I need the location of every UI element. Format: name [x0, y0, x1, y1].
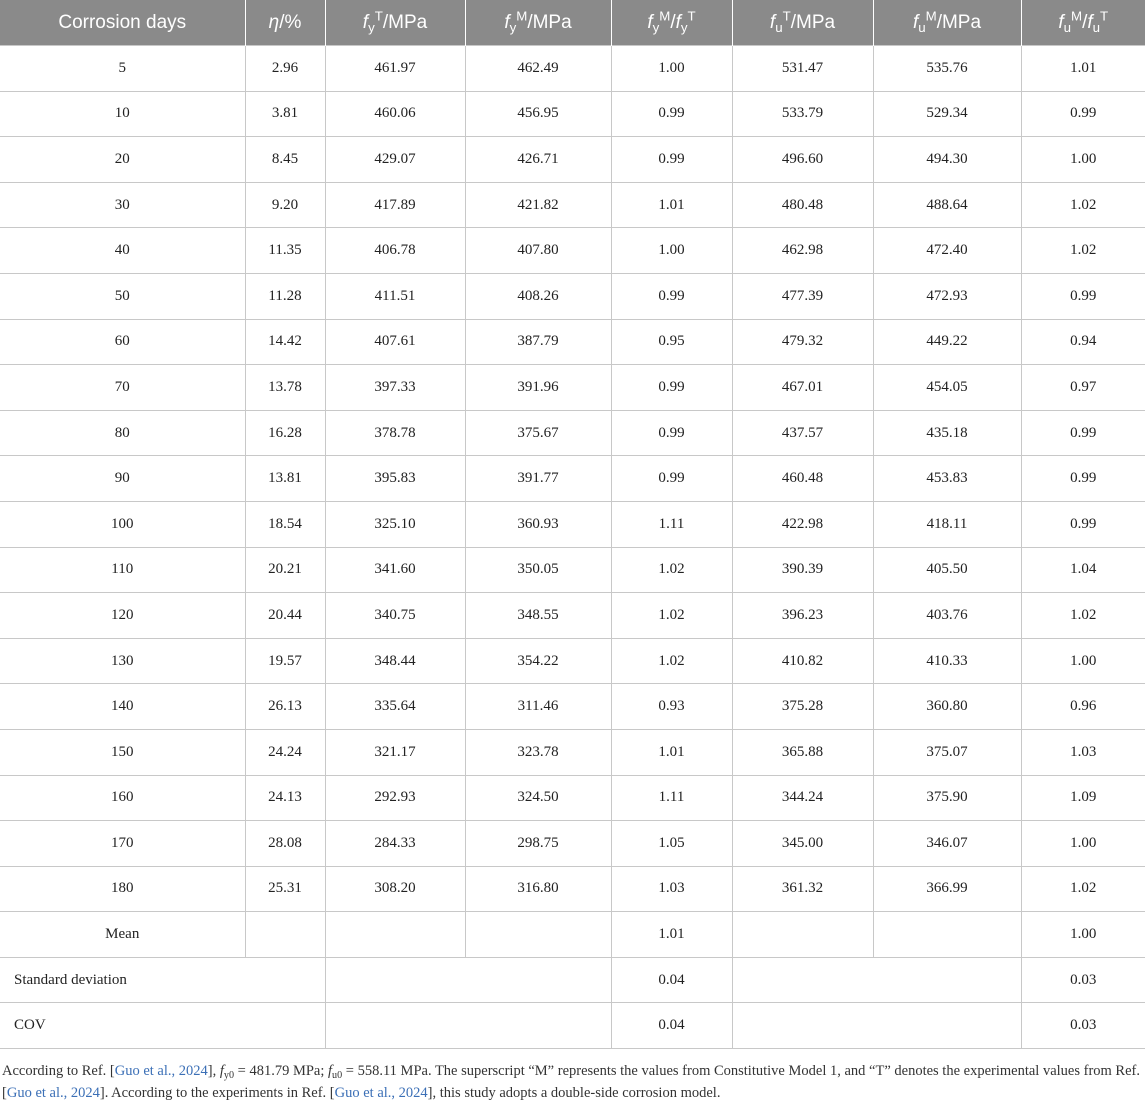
cell-fy-model: 323.78 — [465, 729, 611, 775]
cell-eta: 9.20 — [245, 182, 325, 228]
cell-fy-ratio: 0.93 — [611, 684, 732, 730]
cell-fu-model: 360.80 — [873, 684, 1021, 730]
header-fu-test: $f_u^T$/MPa — [732, 0, 873, 46]
cell-fu-model: 453.83 — [873, 456, 1021, 502]
cell-fu-test: 396.23 — [732, 593, 873, 639]
cell-fu-model: 488.64 — [873, 182, 1021, 228]
header-eta: η/% — [245, 0, 325, 46]
cell-fu-ratio: 0.99 — [1021, 410, 1145, 456]
cell-fy-model: 421.82 — [465, 182, 611, 228]
cell-corrosion-days: 110 — [0, 547, 245, 593]
cell-fy-ratio: 0.99 — [611, 410, 732, 456]
cell-eta: 2.96 — [245, 46, 325, 92]
table-row — [0, 866, 1145, 912]
cell-eta: 25.31 — [245, 866, 325, 912]
cov-fy-ratio: 0.04 — [611, 1003, 732, 1049]
cell-fu-ratio: 0.99 — [1021, 501, 1145, 547]
cell-corrosion-days: 40 — [0, 228, 245, 274]
empty-cell — [873, 912, 1021, 958]
header-fu-ratio: $f_u^M/f_u^T$ — [1021, 0, 1145, 46]
cell-fu-ratio: 1.09 — [1021, 775, 1145, 821]
cell-fu-test: 480.48 — [732, 182, 873, 228]
table-row — [0, 593, 1145, 639]
cell-fu-ratio: 1.02 — [1021, 228, 1145, 274]
cell-fy-model: 316.80 — [465, 866, 611, 912]
cell-fu-ratio: 1.02 — [1021, 593, 1145, 639]
table-row — [0, 410, 1145, 456]
empty-cell — [465, 912, 611, 958]
cell-fy-test: 292.93 — [325, 775, 465, 821]
cell-eta: 8.45 — [245, 137, 325, 183]
cell-fy-ratio: 1.05 — [611, 821, 732, 867]
cell-fu-test: 479.32 — [732, 319, 873, 365]
empty-cell — [732, 1003, 1021, 1049]
cell-fu-ratio: 0.99 — [1021, 456, 1145, 502]
table-row — [0, 91, 1145, 137]
cell-corrosion-days: 100 — [0, 501, 245, 547]
cell-fy-model: 456.95 — [465, 91, 611, 137]
cell-fy-ratio: 1.01 — [611, 182, 732, 228]
cell-fu-test: 533.79 — [732, 91, 873, 137]
table-row — [0, 365, 1145, 411]
cov-fu-ratio: 0.03 — [1021, 1003, 1145, 1049]
cell-fu-ratio: 1.00 — [1021, 821, 1145, 867]
cell-fy-ratio: 1.02 — [611, 638, 732, 684]
cell-corrosion-days: 160 — [0, 775, 245, 821]
cell-fu-test: 390.39 — [732, 547, 873, 593]
cell-fu-model: 435.18 — [873, 410, 1021, 456]
cell-eta: 24.24 — [245, 729, 325, 775]
cell-fy-model: 407.80 — [465, 228, 611, 274]
cell-fu-ratio: 1.01 — [1021, 46, 1145, 92]
cell-fy-test: 378.78 — [325, 410, 465, 456]
cell-eta: 28.08 — [245, 821, 325, 867]
cell-eta: 20.21 — [245, 547, 325, 593]
cell-fy-test: 284.33 — [325, 821, 465, 867]
cell-fy-ratio: 1.00 — [611, 46, 732, 92]
cell-eta: 11.35 — [245, 228, 325, 274]
table-row — [0, 273, 1145, 319]
reference-link[interactable]: Guo et al., 2024 — [6, 1085, 100, 1101]
summary-row-std — [0, 957, 1145, 1003]
cell-fy-test: 335.64 — [325, 684, 465, 730]
cell-fy-test: 308.20 — [325, 866, 465, 912]
table-row — [0, 821, 1145, 867]
table-row — [0, 319, 1145, 365]
cell-corrosion-days: 10 — [0, 91, 245, 137]
cell-corrosion-days: 30 — [0, 182, 245, 228]
cell-fu-ratio: 0.99 — [1021, 91, 1145, 137]
cell-fu-model: 472.93 — [873, 273, 1021, 319]
mean-fu-ratio: 1.00 — [1021, 912, 1145, 958]
cell-fu-model: 366.99 — [873, 866, 1021, 912]
cell-fu-ratio: 1.03 — [1021, 729, 1145, 775]
cell-fu-test: 496.60 — [732, 137, 873, 183]
cell-fy-ratio: 0.99 — [611, 365, 732, 411]
cell-corrosion-days: 170 — [0, 821, 245, 867]
cell-fy-ratio: 1.01 — [611, 729, 732, 775]
cell-fy-test: 407.61 — [325, 319, 465, 365]
cell-corrosion-days: 70 — [0, 365, 245, 411]
cell-fy-model: 387.79 — [465, 319, 611, 365]
cell-eta: 16.28 — [245, 410, 325, 456]
cell-eta: 11.28 — [245, 273, 325, 319]
cell-fu-ratio: 1.02 — [1021, 182, 1145, 228]
summary-label: Mean — [0, 912, 245, 958]
cell-corrosion-days: 90 — [0, 456, 245, 502]
empty-cell — [325, 912, 465, 958]
cell-fy-test: 429.07 — [325, 137, 465, 183]
cell-eta: 19.57 — [245, 638, 325, 684]
cell-fy-ratio: 0.99 — [611, 273, 732, 319]
cell-fu-test: 460.48 — [732, 456, 873, 502]
table-row — [0, 775, 1145, 821]
summary-label: Standard deviation — [0, 957, 325, 1003]
cell-fy-ratio: 0.95 — [611, 319, 732, 365]
cell-fu-test: 410.82 — [732, 638, 873, 684]
cell-fu-model: 375.07 — [873, 729, 1021, 775]
cell-fy-test: 321.17 — [325, 729, 465, 775]
cell-eta: 20.44 — [245, 593, 325, 639]
cell-fu-test: 437.57 — [732, 410, 873, 456]
header-corrosion-days: Corrosion days — [0, 0, 245, 46]
cell-corrosion-days: 20 — [0, 137, 245, 183]
cell-fu-model: 454.05 — [873, 365, 1021, 411]
cell-fu-model: 449.22 — [873, 319, 1021, 365]
table-row — [0, 182, 1145, 228]
cell-fu-test: 375.28 — [732, 684, 873, 730]
cell-corrosion-days: 60 — [0, 319, 245, 365]
cell-fu-ratio: 0.96 — [1021, 684, 1145, 730]
table-row — [0, 729, 1145, 775]
cell-fy-ratio: 1.03 — [611, 866, 732, 912]
table-row — [0, 501, 1145, 547]
cell-fy-test: 461.97 — [325, 46, 465, 92]
cell-corrosion-days: 150 — [0, 729, 245, 775]
cell-fu-test: 422.98 — [732, 501, 873, 547]
empty-cell — [732, 912, 873, 958]
cell-eta: 3.81 — [245, 91, 325, 137]
cell-eta: 13.78 — [245, 365, 325, 411]
cell-fy-model: 324.50 — [465, 775, 611, 821]
cell-fy-model: 311.46 — [465, 684, 611, 730]
cell-fy-ratio: 1.11 — [611, 775, 732, 821]
cell-fu-model: 494.30 — [873, 137, 1021, 183]
cell-fy-model: 360.93 — [465, 501, 611, 547]
cell-fu-test: 531.47 — [732, 46, 873, 92]
cell-corrosion-days: 80 — [0, 410, 245, 456]
cell-corrosion-days: 180 — [0, 866, 245, 912]
cell-fy-model: 391.96 — [465, 365, 611, 411]
cell-fu-model: 529.34 — [873, 91, 1021, 137]
std-fy-ratio: 0.04 — [611, 957, 732, 1003]
empty-cell — [325, 957, 611, 1003]
cell-fy-model: 354.22 — [465, 638, 611, 684]
cell-fu-test: 344.24 — [732, 775, 873, 821]
cell-fy-model: 348.55 — [465, 593, 611, 639]
cell-fy-model: 462.49 — [465, 46, 611, 92]
cell-fy-test: 341.60 — [325, 547, 465, 593]
cell-fy-test: 460.06 — [325, 91, 465, 137]
cell-fu-ratio: 1.00 — [1021, 638, 1145, 684]
cell-fy-test: 406.78 — [325, 228, 465, 274]
cell-eta: 24.13 — [245, 775, 325, 821]
cell-fy-ratio: 1.02 — [611, 593, 732, 639]
cell-fy-ratio: 1.00 — [611, 228, 732, 274]
reference-link[interactable]: Guo et al., 2024 — [334, 1085, 428, 1101]
cell-fy-model: 391.77 — [465, 456, 611, 502]
cell-fu-model: 375.90 — [873, 775, 1021, 821]
summary-label: COV — [0, 1003, 325, 1049]
cell-fu-ratio: 0.97 — [1021, 365, 1145, 411]
header-fy-model: $f_y^M$/MPa — [465, 0, 611, 46]
cell-fu-test: 462.98 — [732, 228, 873, 274]
cell-corrosion-days: 130 — [0, 638, 245, 684]
cell-fy-ratio: 1.11 — [611, 501, 732, 547]
cell-fy-model: 426.71 — [465, 137, 611, 183]
cell-fu-model: 346.07 — [873, 821, 1021, 867]
cell-fu-ratio: 1.00 — [1021, 137, 1145, 183]
table-footnote: According to Ref. [Guo et al., 2024], $f_{y0} = 481.79$ MPa; $f_{u0} = 558.11$ MPa. The superscript “M” represents the values from Constitutive Model 1, and “T” denotes the experimental values from Ref. [Guo et al., 2024]. According to the experiments in Ref. [Guo et al., 2024], this study adopts a double-side corrosion model. — [2, 1063, 1140, 1101]
cell-eta: 14.42 — [245, 319, 325, 365]
cell-fy-test: 417.89 — [325, 182, 465, 228]
reference-link[interactable]: Guo et al., 2024 — [114, 1063, 208, 1079]
cell-fy-test: 397.33 — [325, 365, 465, 411]
header-fy-test: $f_y^T$/MPa — [325, 0, 465, 46]
cell-fu-test: 365.88 — [732, 729, 873, 775]
cell-fu-model: 472.40 — [873, 228, 1021, 274]
empty-cell — [732, 957, 1021, 1003]
cell-fy-ratio: 0.99 — [611, 137, 732, 183]
table-row — [0, 638, 1145, 684]
cell-fy-ratio: 0.99 — [611, 456, 732, 502]
std-fu-ratio: 0.03 — [1021, 957, 1145, 1003]
cell-fu-test: 477.39 — [732, 273, 873, 319]
cell-corrosion-days: 140 — [0, 684, 245, 730]
cell-fu-ratio: 0.99 — [1021, 273, 1145, 319]
summary-row-cov — [0, 1003, 1145, 1049]
cell-fy-model: 298.75 — [465, 821, 611, 867]
cell-fy-test: 340.75 — [325, 593, 465, 639]
cell-corrosion-days: 50 — [0, 273, 245, 319]
cell-eta: 26.13 — [245, 684, 325, 730]
mean-fy-ratio: 1.01 — [611, 912, 732, 958]
header-fy-ratio: $f_y^M/f_y^T$ — [611, 0, 732, 46]
table-row — [0, 228, 1145, 274]
header-row — [0, 0, 1145, 46]
empty-cell — [325, 1003, 611, 1049]
table-row — [0, 547, 1145, 593]
cell-fu-test: 467.01 — [732, 365, 873, 411]
cell-fu-model: 405.50 — [873, 547, 1021, 593]
cell-fy-ratio: 0.99 — [611, 91, 732, 137]
cell-eta: 18.54 — [245, 501, 325, 547]
cell-fu-model: 535.76 — [873, 46, 1021, 92]
cell-fu-ratio: 1.02 — [1021, 866, 1145, 912]
cell-fy-test: 411.51 — [325, 273, 465, 319]
empty-cell — [245, 912, 325, 958]
cell-fu-ratio: 0.94 — [1021, 319, 1145, 365]
cell-fy-model: 350.05 — [465, 547, 611, 593]
cell-fy-model: 375.67 — [465, 410, 611, 456]
cell-fu-model: 403.76 — [873, 593, 1021, 639]
cell-corrosion-days: 5 — [0, 46, 245, 92]
cell-fu-test: 361.32 — [732, 866, 873, 912]
table-row — [0, 456, 1145, 502]
cell-fu-ratio: 1.04 — [1021, 547, 1145, 593]
cell-fy-test: 325.10 — [325, 501, 465, 547]
table-row — [0, 46, 1145, 92]
header-fu-model: $f_u^M$/MPa — [873, 0, 1021, 46]
cell-corrosion-days: 120 — [0, 593, 245, 639]
cell-fy-test: 348.44 — [325, 638, 465, 684]
table-row — [0, 137, 1145, 183]
summary-row-mean — [0, 912, 1145, 958]
cell-fu-model: 418.11 — [873, 501, 1021, 547]
cell-fy-model: 408.26 — [465, 273, 611, 319]
cell-eta: 13.81 — [245, 456, 325, 502]
cell-fy-ratio: 1.02 — [611, 547, 732, 593]
cell-fy-test: 395.83 — [325, 456, 465, 502]
cell-fu-model: 410.33 — [873, 638, 1021, 684]
table-row — [0, 684, 1145, 730]
cell-fu-test: 345.00 — [732, 821, 873, 867]
